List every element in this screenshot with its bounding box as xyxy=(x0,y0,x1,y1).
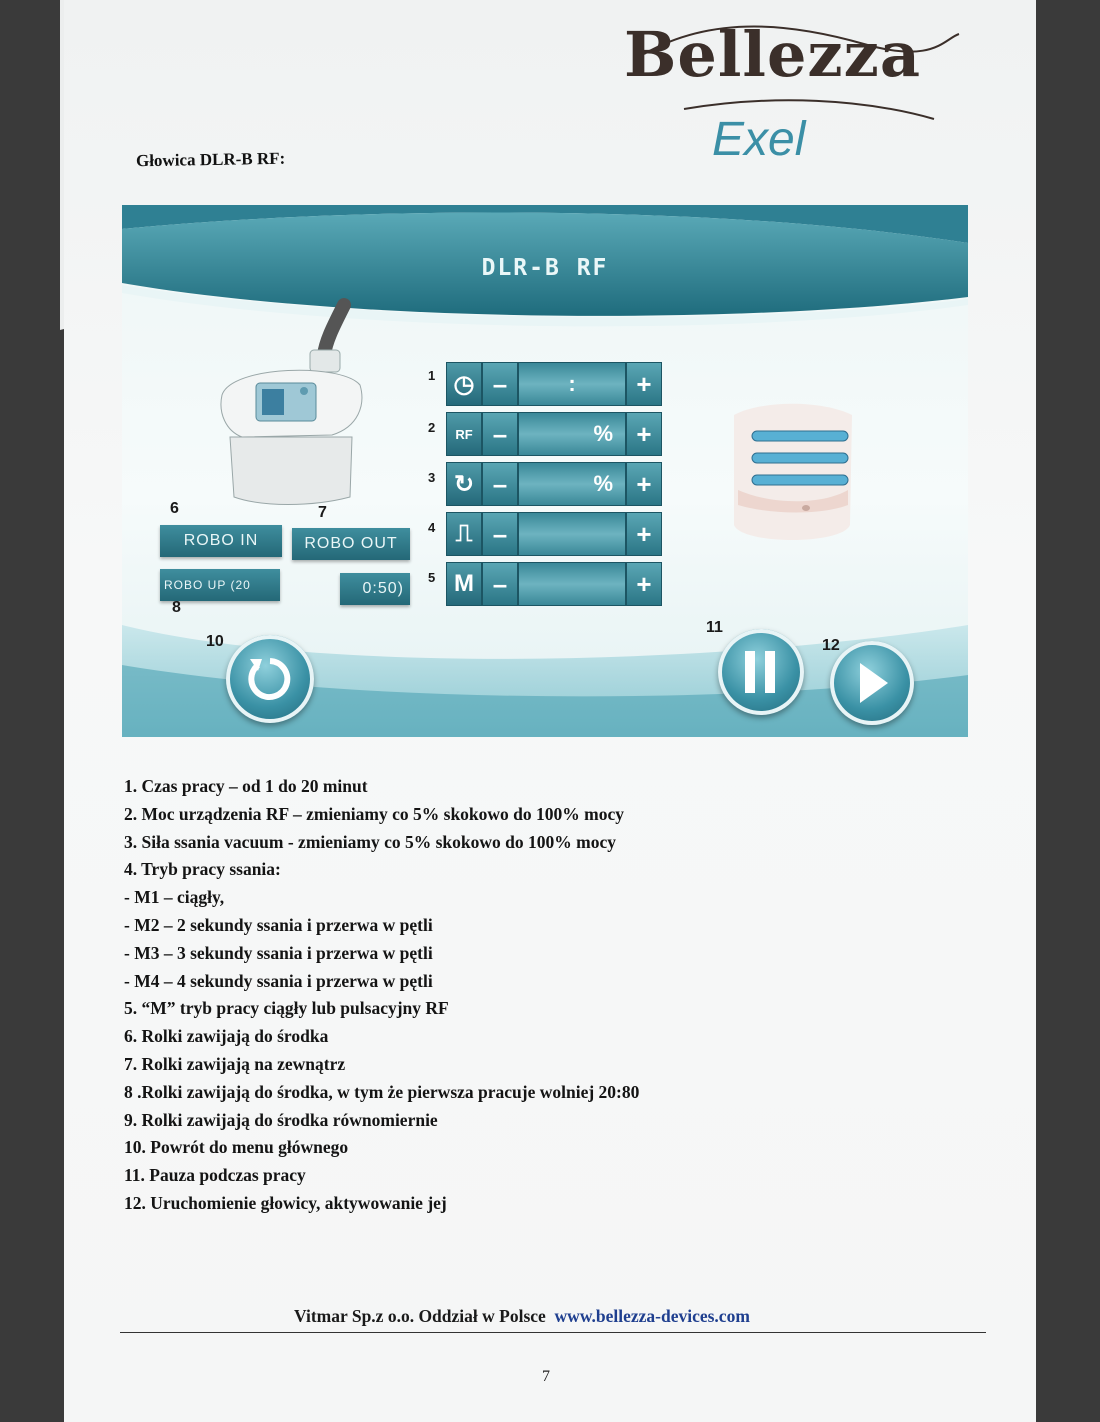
robo-even-button[interactable]: 0:50) xyxy=(340,573,410,605)
control-row-time xyxy=(446,362,662,406)
screen-title: DLR-B RF xyxy=(481,255,609,281)
footer-divider xyxy=(120,1332,986,1333)
list-item: - M3 – 3 sekundy ssania i przerwa w pętli xyxy=(124,942,433,963)
list-item: 1. Czas pracy – od 1 do 20 minut xyxy=(124,776,368,796)
footer-company: Vitmar Sp.z o.o. Oddział w Polsce xyxy=(294,1306,546,1326)
footer-url-link[interactable]: www.bellezza-devices.com xyxy=(554,1306,750,1326)
list-item: 9. Rolki zawijają do środka równomiernie xyxy=(124,1109,438,1130)
rf-value-display: % xyxy=(518,412,626,456)
row-number-3: 3 xyxy=(428,470,436,485)
robo-in-button[interactable]: ROBO IN xyxy=(160,525,282,557)
start-button[interactable] xyxy=(830,641,914,725)
control-row-m-mode xyxy=(446,562,662,606)
logo-brand: Bellezza xyxy=(624,18,921,91)
list-item: 2. Moc urządzenia RF – zmieniamy co 5% skokowo do 100% mocy xyxy=(124,803,624,824)
control-row-rf-power xyxy=(446,412,662,456)
list-item: - M4 – 4 sekundy ssania i przerwa w pętli xyxy=(124,970,433,991)
label-8: 8 xyxy=(172,599,181,616)
vacuum-plus-button[interactable]: + xyxy=(626,462,662,506)
label-12: 12 xyxy=(822,637,840,654)
rf-minus-button[interactable]: – xyxy=(482,412,518,456)
footer xyxy=(294,1306,750,1327)
pulse-value-display xyxy=(518,512,626,556)
m-mode-icon: M xyxy=(446,562,482,606)
list-item: 10. Powrót do menu głównego xyxy=(124,1137,349,1158)
clock-icon: ◷ xyxy=(446,362,482,406)
list-item: 7. Rolki zawijają na zewnątrz xyxy=(124,1053,346,1074)
row-number-2: 2 xyxy=(428,420,436,435)
list-item: 6. Rolki zawijają do środka xyxy=(124,1026,329,1047)
list-item: 12. Uruchomienie głowicy, aktywowanie jej xyxy=(124,1192,447,1213)
control-row-vacuum xyxy=(446,462,662,506)
label-6: 6 xyxy=(170,500,179,517)
list-item: 8 .Rolki zawijają do środka, w tym że pierwsza pracuje wolniej 20:80 xyxy=(124,1081,640,1102)
list-item: 3. Siła ssania vacuum - zmieniamy co 5% skokowo do 100% mocy xyxy=(124,831,616,852)
pulse-minus-button[interactable]: – xyxy=(482,512,518,556)
rf-plus-button[interactable]: + xyxy=(626,412,662,456)
robo-up-button[interactable]: ROBO UP (20 xyxy=(160,569,280,601)
pause-button[interactable] xyxy=(718,629,804,715)
time-minus-button[interactable]: – xyxy=(482,362,518,406)
instruction-list xyxy=(124,773,639,1218)
label-10: 10 xyxy=(206,633,224,650)
handpiece-image xyxy=(221,305,362,505)
list-item: 11. Pauza podczas pracy xyxy=(124,1165,306,1186)
section-title: Głowica DLR-B RF: xyxy=(135,148,286,171)
row-number-5: 5 xyxy=(428,570,436,585)
device-screen xyxy=(122,205,968,737)
rf-power-icon: RF xyxy=(446,412,482,456)
row-number-4: 4 xyxy=(428,520,436,535)
list-item: 5. “M” tryb pracy ciągły lub pulsacyjny RF xyxy=(124,998,449,1019)
list-item: 4. Tryb pracy ssania: xyxy=(124,859,281,880)
document-page xyxy=(64,0,1036,1422)
vacuum-minus-button[interactable]: – xyxy=(482,462,518,506)
m-plus-button[interactable]: + xyxy=(626,562,662,606)
time-plus-button[interactable]: + xyxy=(626,362,662,406)
vacuum-value-display: % xyxy=(518,462,626,506)
vacuum-icon: ↻ xyxy=(446,462,482,506)
list-item: - M1 – ciągły, xyxy=(124,887,225,908)
control-row-pulse-mode xyxy=(446,512,662,556)
robo-out-button[interactable]: ROBO OUT xyxy=(292,528,410,560)
label-7: 7 xyxy=(318,504,327,521)
play-icon xyxy=(852,661,892,705)
m-value-display xyxy=(518,562,626,606)
pulse-plus-button[interactable]: + xyxy=(626,512,662,556)
time-value-display: : xyxy=(518,362,626,406)
logo-sub: Exel xyxy=(712,113,806,166)
abdomen-image xyxy=(734,404,852,540)
pause-icon xyxy=(741,649,781,695)
page-number: 7 xyxy=(542,1368,550,1385)
pulse-mode-icon: ⎍ xyxy=(446,512,482,556)
list-item: - M2 – 2 sekundy ssania i przerwa w pętli xyxy=(124,914,433,935)
label-11: 11 xyxy=(706,619,723,636)
return-arrow-icon xyxy=(242,651,298,707)
m-minus-button[interactable]: – xyxy=(482,562,518,606)
back-to-menu-button[interactable] xyxy=(226,635,314,723)
row-number-1: 1 xyxy=(428,368,436,383)
